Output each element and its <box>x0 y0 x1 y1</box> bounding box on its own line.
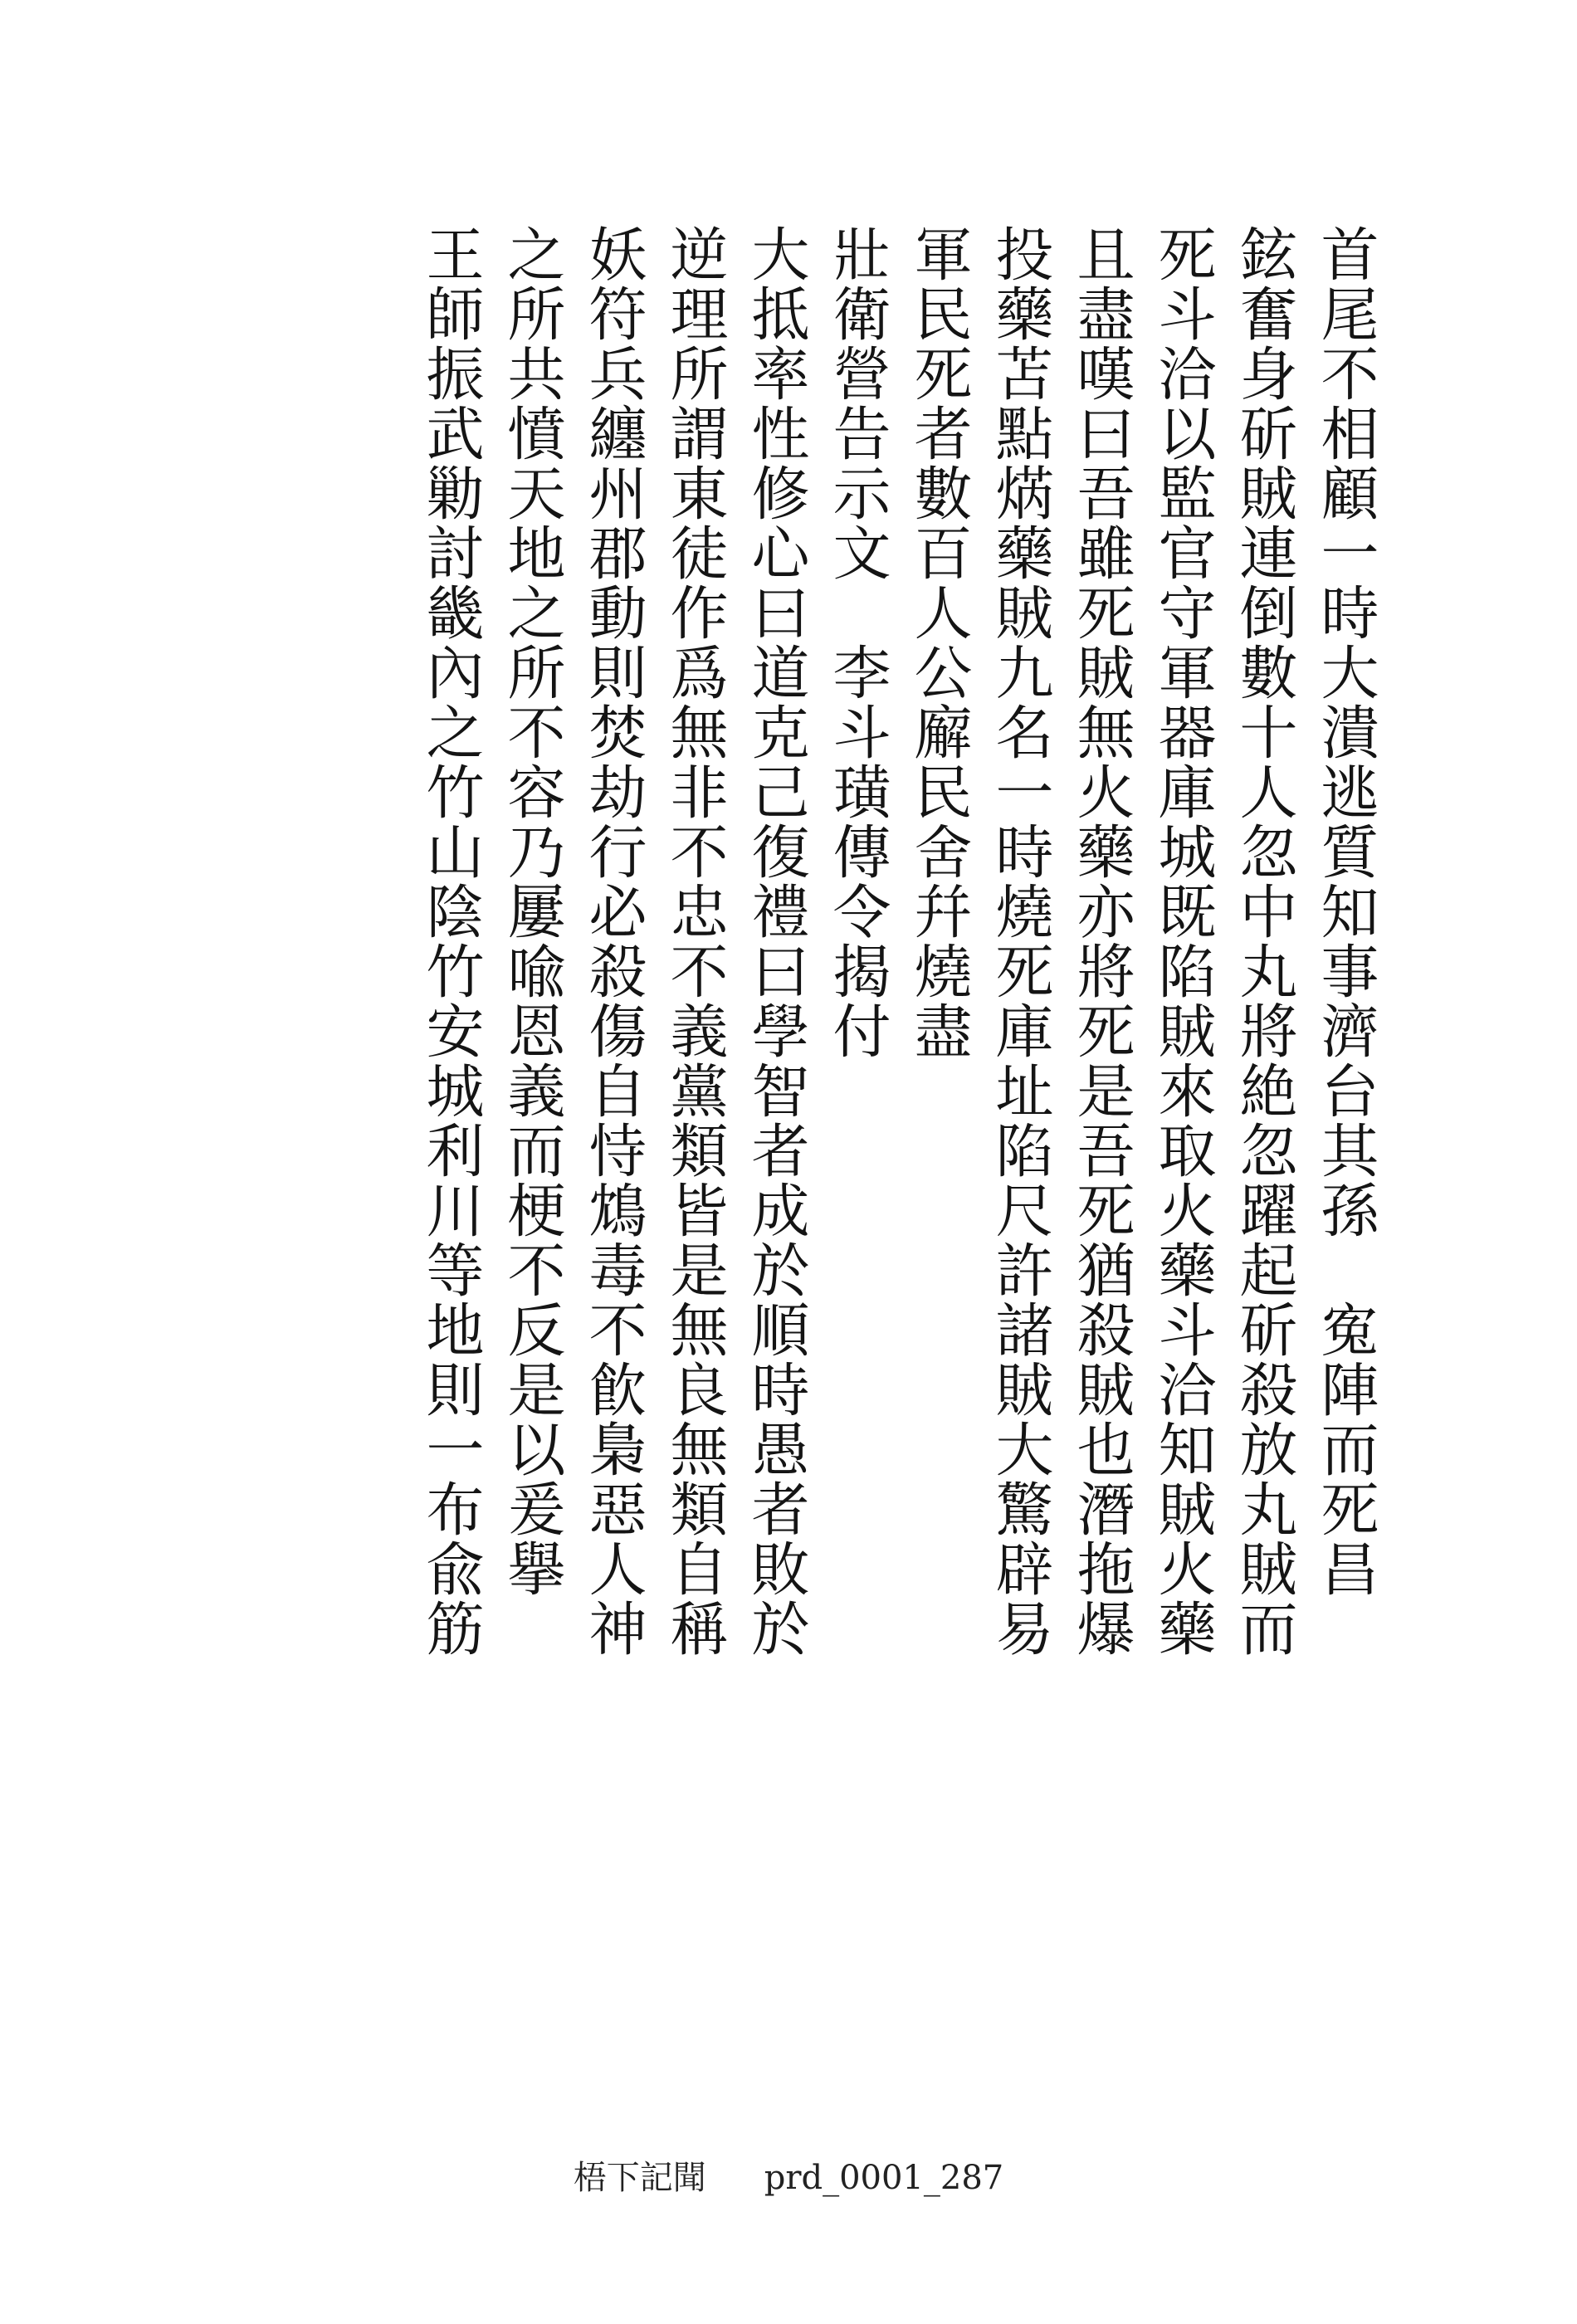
text-column-6: 軍民死者數百人公廨民舍幷燒盡 <box>905 224 973 1061</box>
text-columns <box>315 224 1386 1884</box>
text-column-3: 死斗洽以監官守軍器庫城既陷賊來取火藥斗洽知賊火藥 <box>1149 224 1217 1658</box>
text-column-5: 投藥苫點焫藥賊九名一時燒死庫址陷尺許諸賊大驚辟易 <box>986 224 1054 1658</box>
text-column-1: 首尾不相顧一時大潰逃質知事濟台其孫 寃陣而死昌 <box>1311 224 1379 1599</box>
page-identifier: prd_0001_287 <box>764 2159 1004 2197</box>
book-title: 梧下記聞 <box>573 2159 706 2197</box>
text-column-10: 妖符兵纏州郡動則焚劫行必殺傷自恃鴆毒不飮梟惡人神 <box>579 224 647 1658</box>
page-footer <box>0 2151 1577 2199</box>
text-column-4: 且盡嘆曰吾雖死賊無火藥亦將死是吾死猶殺賊也潛拖爆 <box>1067 224 1135 1658</box>
text-column-12: 王師振武勦討畿內之竹山陰竹安城利川等地則一布兪筋 <box>417 224 485 1658</box>
text-column-7-heading: 壯衛營告示文 李斗璜傳令揭付 <box>823 224 891 1061</box>
text-column-8: 大抵率性修心曰道克己復禮曰學智者成於順時愚者敗於 <box>742 224 810 1658</box>
text-column-9: 逆理所謂東徒作爲無非不忠不義黨類皆是無良無類自稱 <box>661 224 729 1658</box>
text-column-11: 之所共憤天地之所不容乃屢喩恩義而梗不反是以爰擧 <box>498 224 566 1599</box>
text-column-2: 鉉奮身斫賊連倒數十人忽中丸將絶忽躍起斫殺放丸賊而 <box>1230 224 1298 1658</box>
